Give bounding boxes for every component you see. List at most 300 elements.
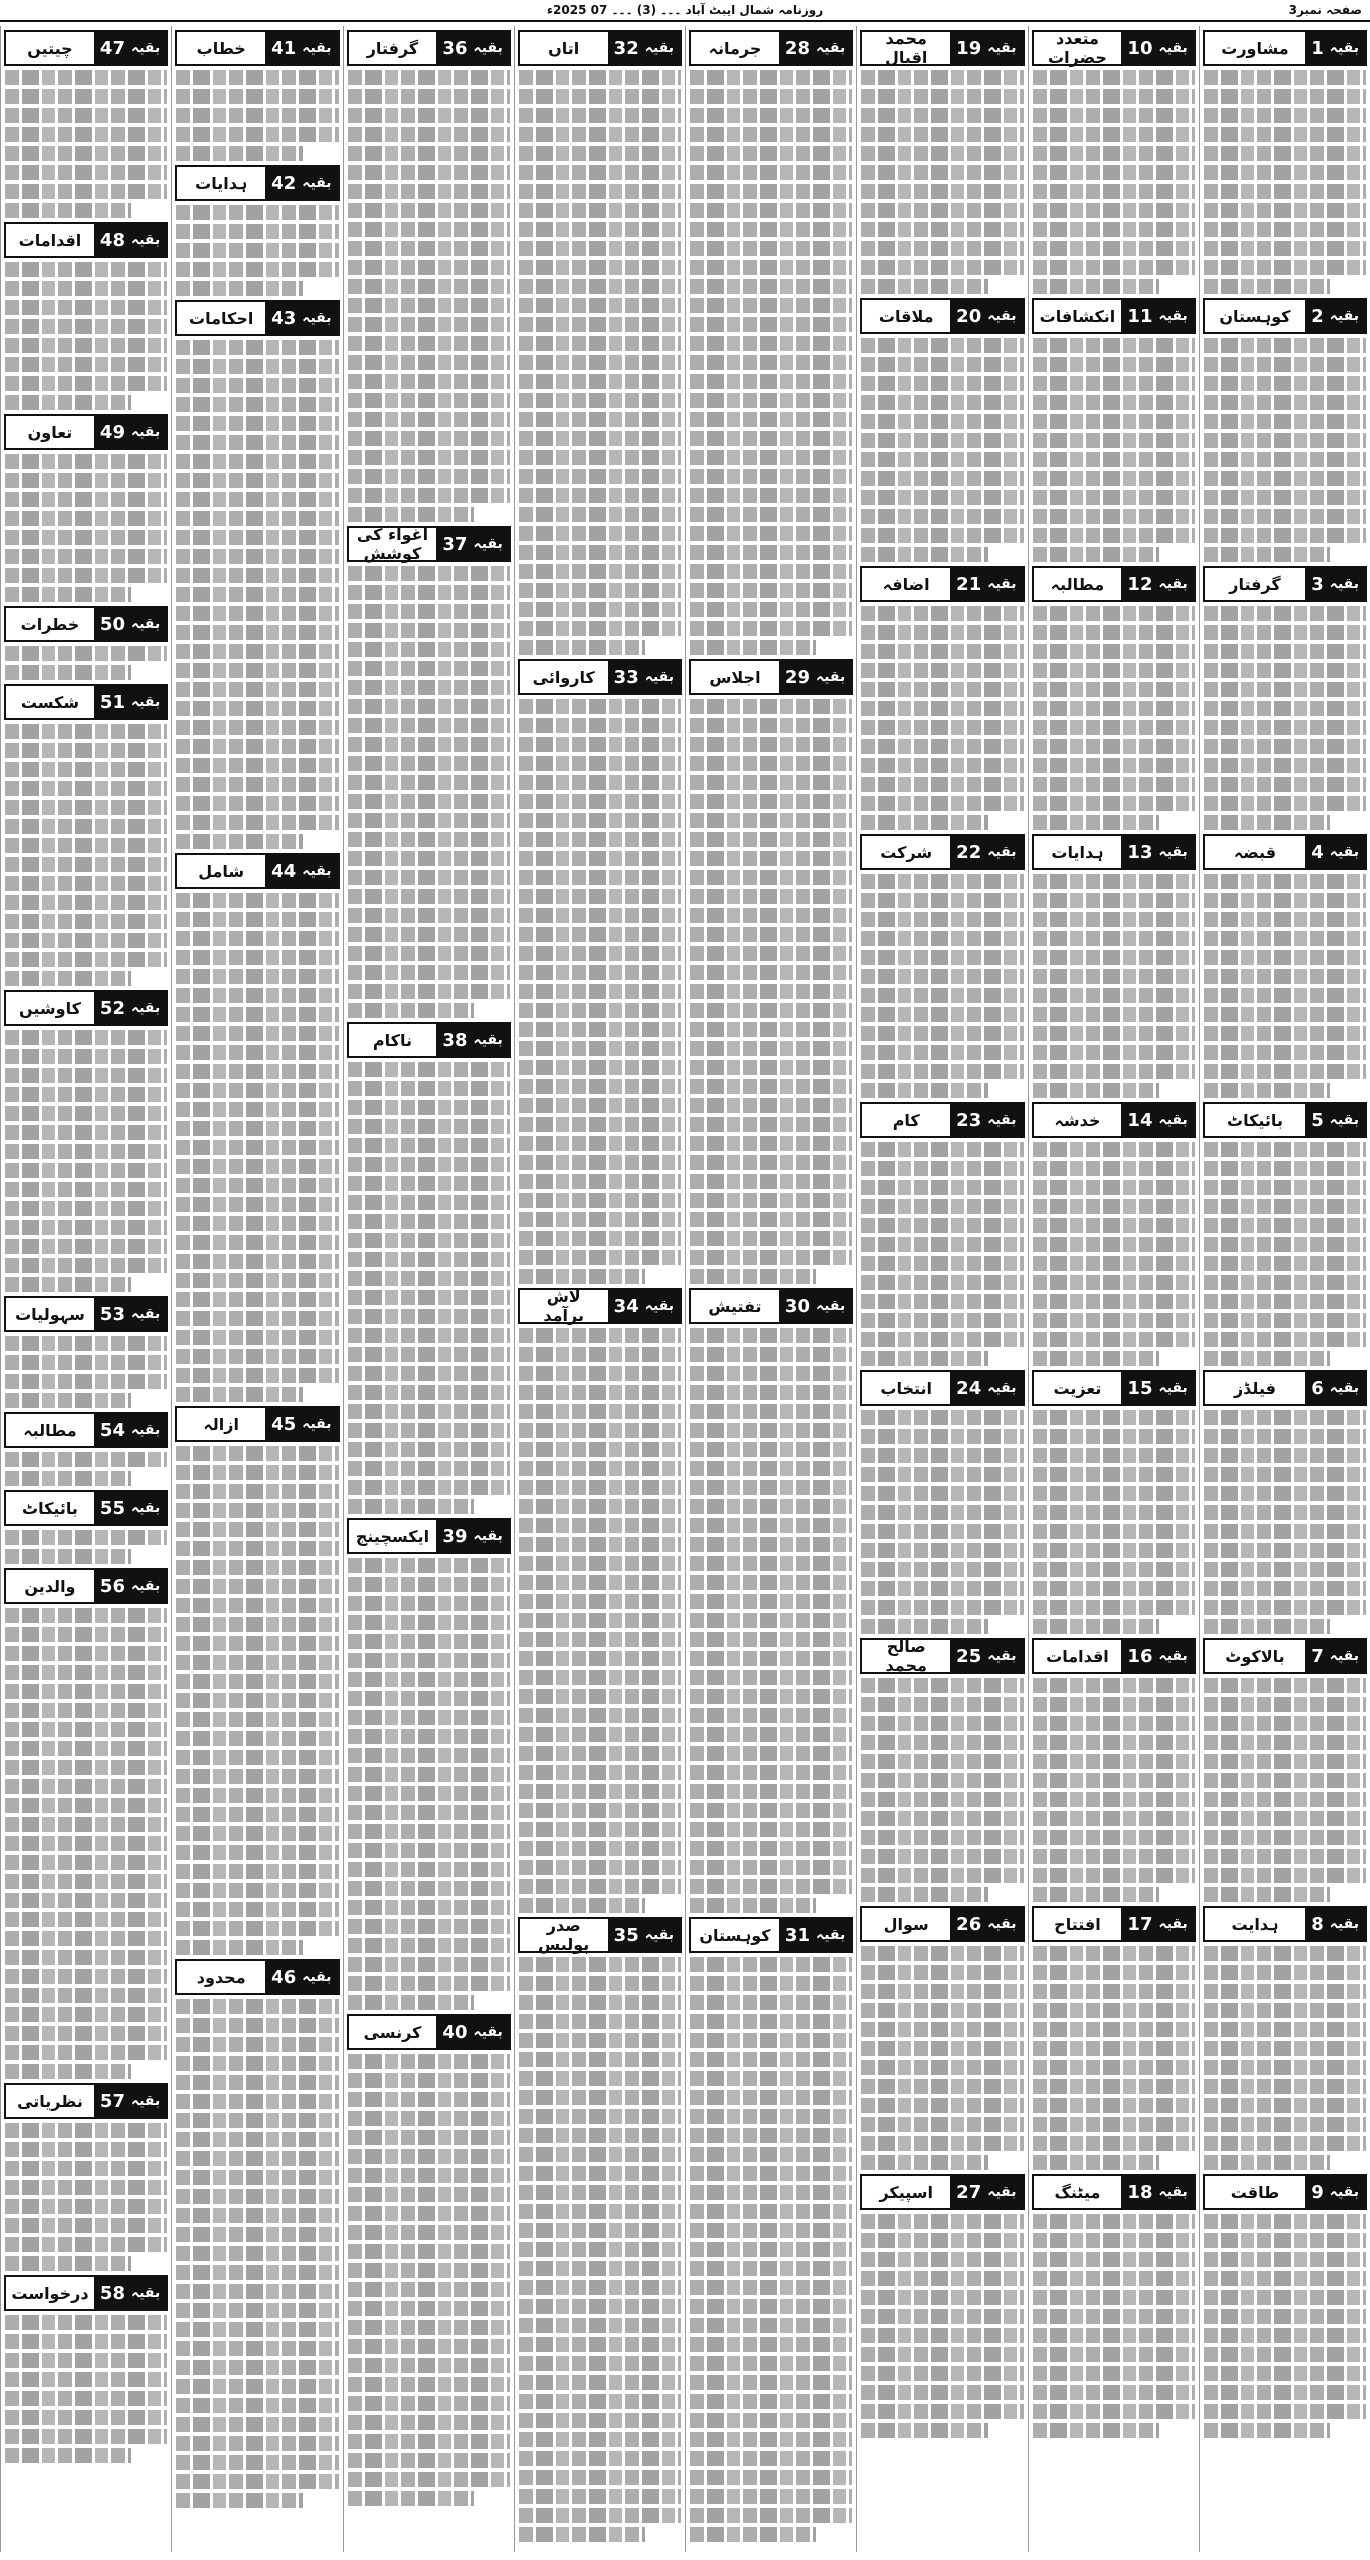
article-text-line — [690, 737, 852, 752]
article-block — [857, 834, 1027, 1098]
article-text-line — [1204, 1562, 1366, 1577]
article-text-line — [690, 1803, 852, 1818]
article-title: ہدایت — [1231, 1914, 1279, 1934]
article-text-line — [1204, 471, 1366, 486]
article-text-line — [348, 1710, 510, 1725]
article-text-line — [690, 1995, 852, 2010]
baqiya-label: بقیہ — [1329, 1648, 1359, 1664]
article-number-badge — [94, 2085, 166, 2117]
article-text-line — [1204, 1600, 1366, 1615]
article-text-line — [176, 127, 338, 142]
baqiya-label: بقیہ — [302, 175, 332, 191]
article-text-line — [5, 146, 167, 161]
article-text-line — [176, 2284, 338, 2299]
article-text-line — [861, 414, 1023, 429]
article-text-line — [176, 1045, 338, 1060]
column-1 — [1199, 26, 1370, 2552]
article-header — [1032, 1102, 1196, 1138]
article-text-line — [519, 2223, 681, 2238]
article-header — [175, 30, 339, 66]
article-text-line — [1033, 1505, 1195, 1520]
article-text-line — [519, 737, 681, 752]
article-text-line — [176, 587, 338, 602]
article-text-line — [519, 89, 681, 104]
article-text-line — [348, 2206, 510, 2221]
article-text-line — [861, 1313, 1023, 1328]
article-text-line — [1204, 2060, 1366, 2075]
article-text-line — [348, 1214, 510, 1229]
article-text-line — [5, 838, 167, 853]
article-title: مشاورت — [1221, 38, 1289, 58]
article-number: 12 — [1127, 573, 1153, 595]
article-text-line — [1033, 1313, 1195, 1328]
article-text-line — [519, 699, 681, 714]
article-text-line — [861, 1199, 1023, 1214]
article-text-line — [861, 184, 1023, 199]
article-header — [4, 1568, 168, 1604]
article-text-line — [519, 1366, 681, 1381]
article-number-badge — [436, 1024, 508, 1056]
article-text-line — [176, 1826, 338, 1841]
article-text-line — [690, 2033, 852, 2048]
article-text-line — [519, 1461, 681, 1476]
article-text-line — [5, 762, 167, 777]
baqiya-label: بقیہ — [473, 1528, 503, 1544]
article-text-line — [1204, 1429, 1366, 1444]
article-block — [1029, 834, 1199, 1098]
article-text-line — [690, 984, 852, 999]
article-text-line — [348, 2073, 510, 2088]
article-block — [1, 2275, 171, 2463]
article-title: لاش برآمد — [543, 1287, 584, 1325]
article-text-line — [861, 2385, 1023, 2400]
article-text-line — [861, 1486, 1023, 1501]
article-text-line — [348, 927, 510, 942]
article-header — [860, 1638, 1024, 1674]
article-text-line — [861, 108, 1023, 123]
article-text-line — [1204, 663, 1366, 678]
article-text-line — [176, 530, 338, 545]
article-text-line — [348, 412, 510, 427]
article-text-line — [690, 870, 852, 885]
article-text-line — [5, 300, 167, 315]
article-text-line — [348, 604, 510, 619]
article-title: صدر پولیس — [538, 1916, 590, 1954]
article-text-line — [690, 2204, 852, 2219]
article-text-line — [690, 1041, 852, 1056]
article-number: 29 — [784, 666, 810, 688]
article-number: 2 — [1311, 305, 1324, 327]
article-text-line — [1204, 1313, 1366, 1328]
article-text-line — [1204, 357, 1366, 372]
article-title: اسپیکر — [879, 2182, 933, 2202]
article-text-line — [348, 1233, 510, 1248]
baqiya-label: بقیہ — [1329, 40, 1359, 56]
article-text-line — [5, 665, 131, 680]
article-text-line — [519, 1480, 681, 1495]
article-text-line — [861, 777, 1023, 792]
article-text-line — [1033, 1965, 1195, 1980]
baqiya-label: بقیہ — [987, 844, 1017, 860]
article-text-line — [176, 1674, 338, 1689]
article-number: 38 — [442, 1029, 468, 1051]
article-text-line — [1204, 1830, 1366, 1845]
article-text-line — [690, 621, 852, 636]
article-text-line — [1204, 1505, 1366, 1520]
article-header — [347, 30, 511, 66]
article-text-line — [176, 2056, 338, 2071]
article-number-badge — [950, 32, 1022, 64]
article-text-line — [1204, 1026, 1366, 1041]
article-text-line — [348, 450, 510, 465]
article-text-line — [861, 471, 1023, 486]
baqiya-label: بقیہ — [1158, 1380, 1188, 1396]
article-text-line — [176, 2075, 338, 2090]
article-text-line — [1033, 606, 1195, 621]
article-block — [1029, 30, 1199, 294]
baqiya-label: بقیہ — [130, 1422, 161, 1438]
baqiya-label: بقیہ — [130, 1000, 161, 1016]
article-text-line — [1033, 547, 1159, 562]
article-text-line — [519, 1957, 681, 1972]
article-header — [4, 30, 168, 66]
article-text-line — [348, 1957, 510, 1972]
article-header — [1203, 1906, 1367, 1942]
article-text-line — [519, 2432, 681, 2447]
article-text-line — [1033, 241, 1195, 256]
article-text-line — [348, 2358, 510, 2373]
article-text-line — [1033, 2347, 1195, 2362]
article-text-line — [348, 2339, 510, 2354]
article-text-line — [1033, 1946, 1195, 1961]
article-header — [689, 659, 853, 695]
article-text-line — [519, 1518, 681, 1533]
article-text-line — [1033, 528, 1195, 543]
article-number-badge — [1305, 1640, 1365, 1672]
article-header — [1032, 1638, 1196, 1674]
article-block — [1029, 2174, 1199, 2438]
article-text-line — [176, 2113, 338, 2128]
baqiya-label: بقیہ — [302, 1969, 332, 1985]
article-text-line — [1033, 1180, 1195, 1195]
article-text-line — [861, 1351, 987, 1366]
article-header — [4, 414, 168, 450]
article-header — [518, 659, 682, 695]
article-text-line — [690, 1060, 852, 1075]
article-text-line — [690, 640, 816, 655]
article-text-line — [1033, 2117, 1195, 2132]
article-text-line — [176, 720, 338, 735]
article-text-line — [519, 2280, 681, 2295]
article-text-line — [861, 1180, 1023, 1195]
article-text-line — [690, 1765, 852, 1780]
article-text-line — [176, 108, 338, 123]
article-text-line — [1204, 2290, 1366, 2305]
baqiya-label: بقیہ — [130, 424, 161, 440]
article-text-line — [690, 1212, 852, 1227]
article-block — [686, 1288, 856, 1913]
article-text-line — [861, 260, 1023, 275]
baqiya-label: بقیہ — [130, 232, 161, 248]
article-block — [1200, 298, 1370, 562]
article-text-line — [1204, 2328, 1366, 2343]
article-text-line — [1204, 1045, 1366, 1060]
article-text-line — [1033, 1486, 1195, 1501]
article-header — [347, 2014, 511, 2050]
baqiya-label: بقیہ — [987, 308, 1017, 324]
article-text-line — [348, 317, 510, 332]
article-text-line — [176, 1655, 338, 1670]
article-text-line — [690, 336, 852, 351]
article-text-line — [348, 1119, 510, 1134]
article-text-line — [519, 583, 681, 598]
article-text-line — [5, 2007, 167, 2022]
article-number-badge — [436, 2016, 508, 2048]
article-text-line — [690, 1860, 852, 1875]
article-text-line — [5, 1703, 167, 1718]
article-text-line — [348, 1138, 510, 1153]
article-text-line — [5, 646, 167, 661]
article-text-line — [1204, 1697, 1366, 1712]
baqiya-label: بقیہ — [815, 669, 846, 685]
article-text-line — [348, 1252, 510, 1267]
article-text-line — [5, 1969, 167, 1984]
baqiya-label: بقیہ — [987, 576, 1017, 592]
column-7 — [171, 26, 342, 2552]
article-text-line — [861, 1045, 1023, 1060]
article-header — [518, 1917, 682, 1953]
article-text-line — [348, 2244, 510, 2259]
article-title: اضافہ — [882, 574, 930, 594]
article-title: خطرات — [20, 614, 80, 634]
article-text-line — [1204, 1849, 1366, 1864]
article-block — [1029, 566, 1199, 830]
article-text-line — [1033, 893, 1195, 908]
article-text-line — [1033, 2003, 1195, 2018]
baqiya-label: بقیہ — [473, 536, 503, 552]
article-text-line — [1033, 1697, 1195, 1712]
article-text-line — [861, 1849, 1023, 1864]
article-text-line — [348, 222, 510, 237]
article-text-line — [1033, 2233, 1195, 2248]
article-text-line — [861, 1237, 1023, 1252]
article-text-line — [1033, 1429, 1195, 1444]
baqiya-label: بقیہ — [987, 1648, 1017, 1664]
article-header — [1032, 2174, 1196, 2210]
article-text-line — [5, 1988, 167, 2003]
baqiya-label: بقیہ — [644, 40, 674, 56]
article-text-line — [1204, 1294, 1366, 1309]
article-number-badge — [608, 32, 680, 64]
article-text-line — [519, 184, 681, 199]
article-header — [860, 1370, 1024, 1406]
article-text-line — [176, 1883, 338, 1898]
article-text-line — [1033, 2309, 1195, 2324]
article-text-line — [348, 1423, 510, 1438]
article-block — [344, 2014, 514, 2506]
article-header — [175, 165, 339, 201]
article-header — [689, 1288, 853, 1324]
article-block — [857, 1370, 1027, 1634]
article-text-line — [176, 1940, 302, 1955]
baqiya-label: بقیہ — [815, 1927, 846, 1943]
article-block — [1, 1568, 171, 2079]
article-text-line — [690, 1079, 852, 1094]
article-text-line — [519, 2166, 681, 2181]
article-header — [1203, 834, 1367, 870]
article-text-line — [861, 528, 1023, 543]
article-text-line — [690, 355, 852, 370]
article-text-line — [176, 454, 338, 469]
article-number-badge — [950, 836, 1022, 868]
article-text-line — [348, 1767, 510, 1782]
article-text-line — [176, 2265, 338, 2280]
article-text-line — [861, 2136, 1023, 2151]
article-text-line — [176, 2227, 338, 2242]
article-text-line — [519, 927, 681, 942]
article-title: میٹنگ — [1054, 2182, 1101, 2202]
article-number: 44 — [271, 860, 297, 882]
article-text-line — [176, 682, 338, 697]
article-number: 16 — [1127, 1645, 1153, 1667]
article-text-line — [348, 1862, 510, 1877]
article-text-line — [519, 775, 681, 790]
article-text-line — [348, 1976, 510, 1991]
article-text-line — [861, 1026, 1023, 1041]
article-text-line — [861, 2271, 1023, 2286]
article-text-line — [1204, 701, 1366, 716]
article-text-line — [348, 756, 510, 771]
article-number: 55 — [99, 1497, 125, 1519]
article-text-line — [519, 2261, 681, 2276]
article-text-line — [861, 1716, 1023, 1731]
article-text-line — [348, 1995, 474, 2010]
article-text-line — [519, 2299, 681, 2314]
article-text-line — [1033, 127, 1195, 142]
article-number: 46 — [271, 1966, 297, 1988]
article-title: بالاکوٹ — [1225, 1646, 1285, 1666]
article-block — [686, 1917, 856, 2542]
article-text-line — [5, 2391, 167, 2406]
article-text-line — [1033, 1275, 1195, 1290]
article-number-badge — [779, 1290, 851, 1322]
article-text-line — [176, 1349, 338, 1364]
article-header — [518, 30, 682, 66]
article-text-line — [176, 359, 338, 374]
article-text-line — [348, 2396, 510, 2411]
article-text-line — [348, 1577, 510, 1592]
article-text-line — [1204, 1332, 1366, 1347]
article-title: والدین — [24, 1576, 76, 1596]
article-text-line — [176, 511, 338, 526]
article-text-line — [690, 2318, 852, 2333]
article-text-line — [5, 1855, 167, 1870]
article-text-line — [519, 621, 681, 636]
article-text-line — [176, 988, 338, 1003]
article-text-line — [1204, 796, 1366, 811]
article-text-line — [1033, 1045, 1195, 1060]
article-block — [686, 30, 856, 655]
article-text-line — [5, 2429, 167, 2444]
article-text-line — [176, 1178, 338, 1193]
article-text-line — [519, 870, 681, 885]
article-number: 39 — [442, 1525, 468, 1547]
article-text-line — [690, 813, 852, 828]
article-text-line — [176, 1254, 338, 1269]
article-text-line — [690, 583, 852, 598]
article-text-line — [519, 564, 681, 579]
article-text-line — [1033, 2214, 1195, 2229]
article-text-line — [1204, 1256, 1366, 1271]
article-text-line — [1204, 720, 1366, 735]
article-block — [344, 30, 514, 522]
article-text-line — [348, 1347, 510, 1362]
article-text-line — [1033, 165, 1195, 180]
article-text-line — [348, 585, 510, 600]
article-text-line — [519, 2318, 681, 2333]
article-text-line — [519, 2128, 681, 2143]
article-number: 19 — [956, 37, 982, 59]
article-text-line — [348, 1404, 510, 1419]
article-text-line — [176, 492, 338, 507]
article-text-line — [176, 1636, 338, 1651]
article-number: 51 — [99, 691, 125, 713]
article-text-line — [1204, 1410, 1366, 1425]
article-text-line — [348, 737, 510, 752]
article-header — [175, 1406, 339, 1442]
article-text-line — [176, 70, 338, 85]
article-number: 3 — [1311, 573, 1324, 595]
article-text-line — [690, 146, 852, 161]
article-text-line — [5, 1106, 167, 1121]
article-text-line — [519, 1613, 681, 1628]
article-text-line — [176, 1484, 338, 1499]
article-text-line — [348, 2187, 510, 2202]
article-text-line — [176, 969, 338, 984]
article-text-line — [5, 1144, 167, 1159]
article-header — [175, 1959, 339, 1995]
article-text-line — [861, 1294, 1023, 1309]
article-text-line — [5, 1068, 167, 1083]
article-text-line — [861, 2366, 1023, 2381]
article-text-line — [519, 794, 681, 809]
article-text-line — [519, 1898, 645, 1913]
article-text-line — [1033, 414, 1195, 429]
article-text-line — [176, 2455, 338, 2470]
article-text-line — [690, 794, 852, 809]
article-text-line — [176, 2246, 338, 2261]
article-text-line — [176, 739, 338, 754]
article-text-line — [861, 146, 1023, 161]
article-block — [344, 526, 514, 1018]
article-text-line — [1204, 1524, 1366, 1539]
article-text-line — [1033, 1064, 1195, 1079]
article-text-line — [690, 2242, 852, 2257]
article-text-line — [176, 625, 338, 640]
article-text-line — [861, 1678, 1023, 1693]
article-text-line — [5, 2142, 167, 2157]
baqiya-label: بقیہ — [302, 1416, 332, 1432]
article-text-line — [176, 473, 338, 488]
article-text-line — [1204, 1868, 1366, 1883]
article-text-line — [1204, 1486, 1366, 1501]
article-text-line — [1033, 625, 1195, 640]
article-text-line — [690, 832, 852, 847]
article-text-line — [5, 395, 131, 410]
article-text-line — [348, 1309, 510, 1324]
article-title: سہولیات — [15, 1304, 85, 1324]
article-text-line — [1033, 1887, 1159, 1902]
